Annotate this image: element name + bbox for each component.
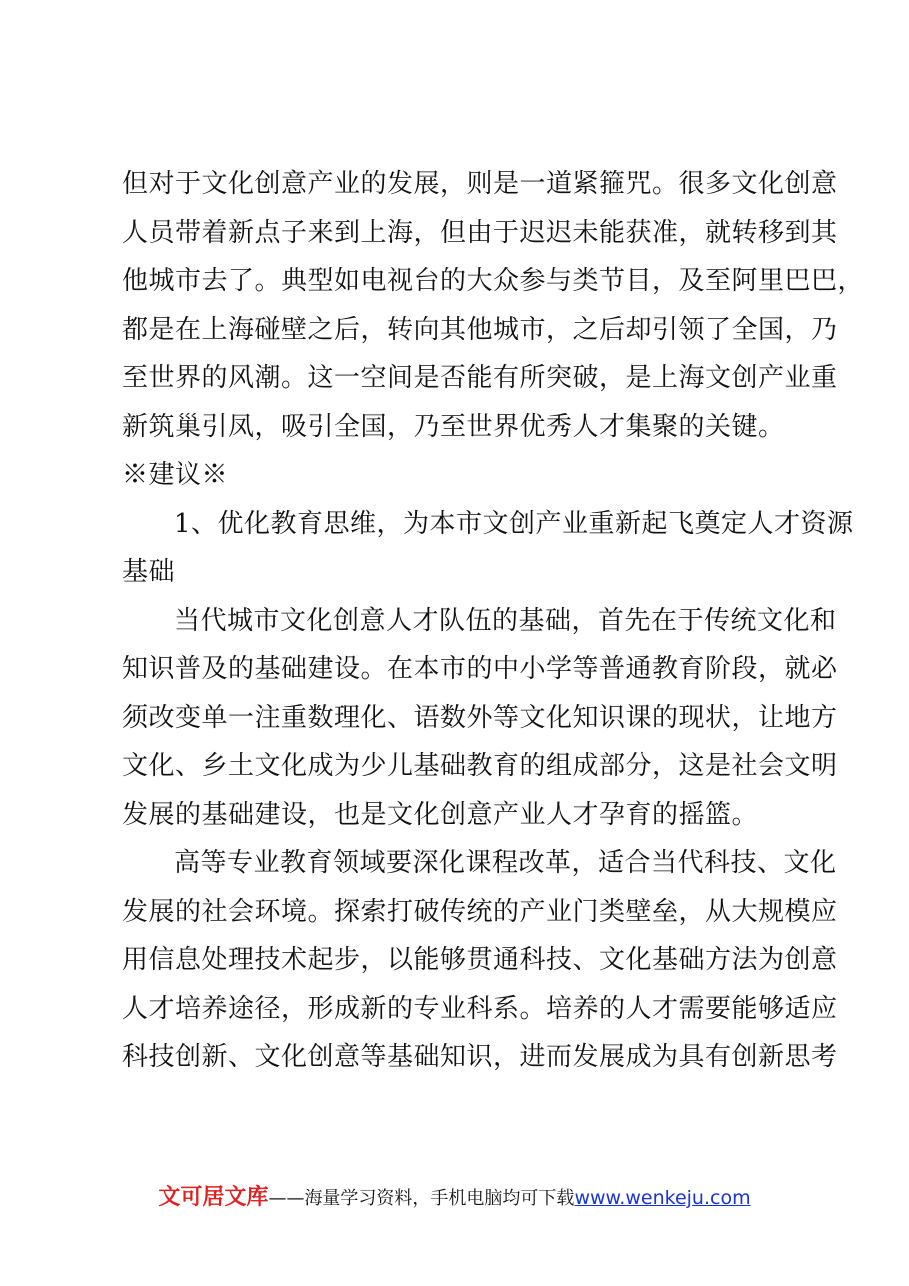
text-line: 文化、乡土文化成为少儿基础教育的组成部分，这是社会文明 bbox=[122, 751, 838, 781]
text-line: 他城市去了。典型如电视台的大众参与类节目，及至阿里巴巴， bbox=[122, 266, 865, 296]
section-heading: ※建议※ bbox=[122, 460, 229, 490]
text-line: 人员带着新点子来到上海，但由于迟迟未能获准，就转移到其 bbox=[122, 217, 838, 248]
document-body bbox=[122, 160, 865, 1082]
text-line: 人才培养途径，形成新的专业科系。培养的人才需要能够适应 bbox=[122, 993, 838, 1024]
footer-banner bbox=[0, 1180, 909, 1211]
text-line: 都是在上海碰壁之后，转向其他城市，之后却引领了全国，乃 bbox=[122, 314, 838, 345]
text-line: 用信息处理技术起步，以能够贯通科技、文化基础方法为创意 bbox=[122, 945, 838, 975]
text-line: 知识普及的基础建设。在本市的中小学等普通教育阶段，就必 bbox=[122, 654, 838, 684]
footer-site-link[interactable]: www.wenkeju.com bbox=[574, 1187, 751, 1209]
text-line: 发展的社会环境。探索打破传统的产业门类壁垒，从大规模应 bbox=[122, 896, 838, 927]
text-line: 发展的基础建设，也是文化创意产业人才孕育的摇篮。 bbox=[122, 799, 759, 830]
text-line: 高等专业教育领域要深化课程改革，适合当代科技、文化 bbox=[174, 848, 837, 878]
text-line: 当代城市文化创意人才队伍的基础，首先在于传统文化和 bbox=[174, 605, 837, 636]
text-line: 至世界的风潮。这一空间是否能有所突破，是上海文创产业重 bbox=[122, 363, 838, 393]
text-line: 须改变单一注重数理化、语数外等文化知识课的现状，让地方 bbox=[122, 702, 838, 733]
text-line: 新筑巢引凤，吸引全国，乃至世界优秀人才集聚的关键。 bbox=[122, 411, 785, 442]
text-line: 科技创新、文化创意等基础知识，进而发展成为具有创新思考 bbox=[122, 1042, 838, 1072]
subheading-line: 基础 bbox=[122, 557, 176, 587]
text-line: 但对于文化创意产业的发展，则是一道紧箍咒。很多文化创意 bbox=[122, 169, 838, 199]
subheading-line: 1、优化教育思维，为本市文创产业重新起飞奠定人才资源 bbox=[174, 508, 854, 539]
footer-slogan: ——海量学习资料，手机电脑均可下载 bbox=[268, 1188, 575, 1209]
footer-brand: 文可居文库 bbox=[158, 1185, 269, 1210]
